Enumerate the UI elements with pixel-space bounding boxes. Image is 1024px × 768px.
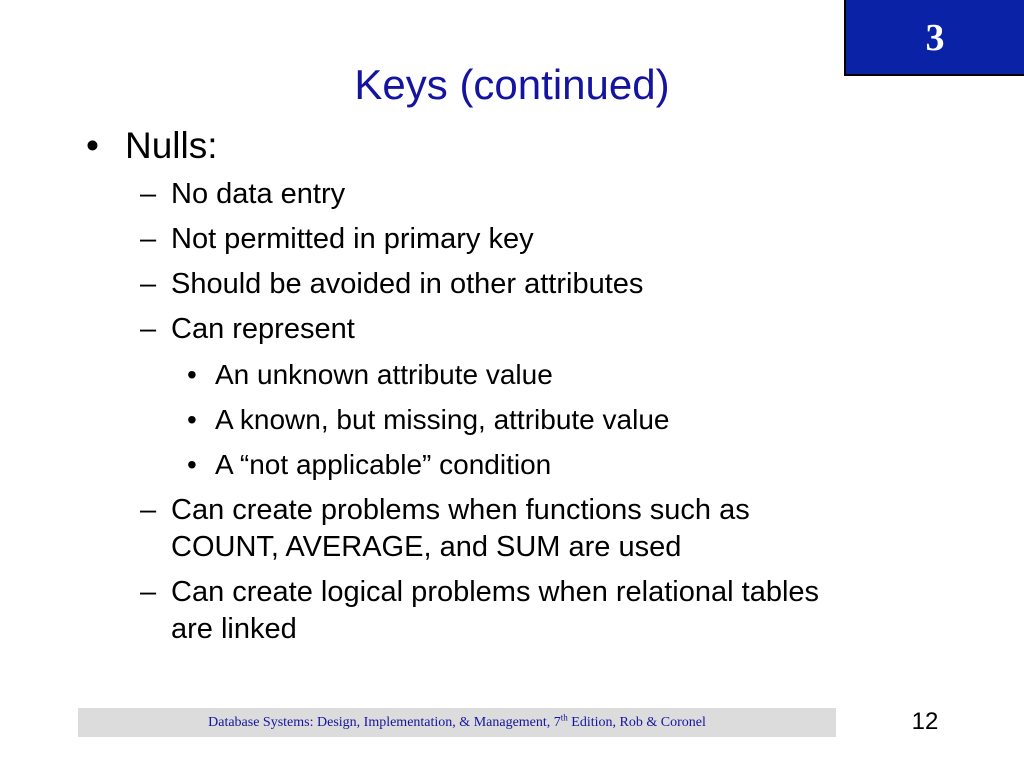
dash-icon: –: [140, 178, 157, 210]
dash-icon: –: [140, 223, 157, 255]
sub-bullet-text: No data entry: [171, 178, 346, 210]
sub-bullet-text-continued: COUNT, AVERAGE, and SUM are used: [171, 531, 682, 563]
footer-bar: [78, 708, 836, 737]
bullet-dot-icon: •: [187, 359, 197, 390]
dash-icon: –: [140, 313, 157, 345]
page-number: 12: [911, 708, 939, 735]
sub-sub-bullet-text: A known, but missing, attribute value: [215, 404, 670, 435]
dash-icon: –: [140, 576, 157, 608]
footer-superscript: th: [560, 712, 568, 723]
sub-sub-bullet-text: A “not applicable” condition: [215, 449, 552, 480]
sub-bullet-text: Can represent: [171, 313, 355, 345]
slide-title: Keys (continued): [354, 61, 670, 108]
dash-icon: –: [140, 494, 157, 526]
sub-bullet-text: Can create logical problems when relational tables: [171, 576, 820, 608]
sub-bullet-text: Can create problems when functions such as: [171, 494, 750, 526]
bullet-dot-icon: •: [187, 404, 197, 435]
chapter-number: 3: [925, 17, 945, 59]
bullet-text: Nulls:: [125, 125, 218, 166]
footer-text-start: Database Systems: Design, Implementation, & Management, 7: [208, 715, 561, 730]
sub-sub-bullet-text: An unknown attribute value: [215, 359, 553, 390]
sub-bullet-text-continued: are linked: [171, 613, 297, 645]
bullet-dot-icon: •: [86, 125, 99, 166]
sub-bullet-text: Not permitted in primary key: [171, 223, 534, 255]
sub-bullet-text: Should be avoided in other attributes: [171, 268, 644, 300]
footer-text-end: Edition, Rob & Coronel: [567, 715, 706, 730]
footer-citation: [78, 714, 836, 732]
bullet-dot-icon: •: [187, 449, 197, 480]
dash-icon: –: [140, 268, 157, 300]
